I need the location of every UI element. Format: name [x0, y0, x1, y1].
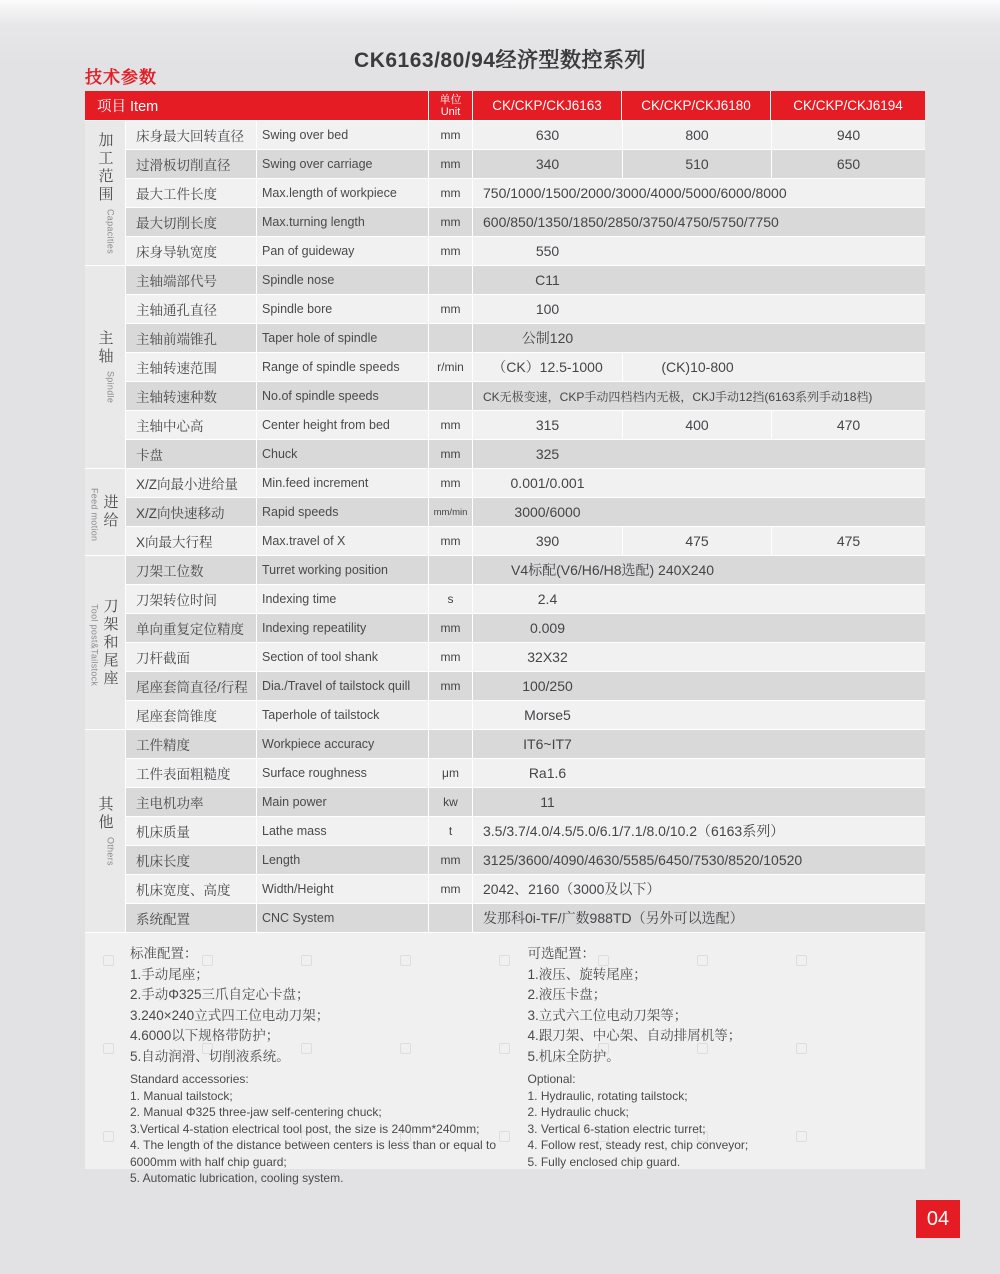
- row-label-en: Center height from bed: [257, 411, 429, 439]
- row-values: [473, 904, 925, 932]
- value-text: Ra1.6: [528, 765, 567, 781]
- value-6194: 940: [771, 121, 925, 149]
- config-line: 2. Hydraulic chuck;: [527, 1105, 629, 1119]
- value-span: [473, 614, 925, 642]
- value-6163: 390: [535, 533, 560, 549]
- spec-group: [85, 556, 925, 730]
- spec-table: [85, 91, 925, 933]
- spec-row: [126, 527, 925, 556]
- config-line: 3.立式六工位电动刀架等；: [527, 1007, 688, 1023]
- config-box: [85, 933, 925, 1185]
- group-label-zh: 加工范围: [96, 131, 114, 204]
- value-span: [473, 672, 925, 700]
- config-line: 3.240×240立式四工位电动刀架；: [130, 1007, 330, 1023]
- row-label-zh: 尾座套筒锥度: [126, 701, 257, 729]
- row-label-en: Main power: [257, 788, 429, 816]
- group-label-zh: 进给: [101, 494, 119, 530]
- value-text: 3000/6000: [514, 504, 581, 520]
- config-line: 5.机床全防护。: [527, 1048, 620, 1064]
- value-6163: 315: [535, 417, 560, 433]
- row-label-en: Max.turning length: [257, 208, 429, 236]
- row-label-en: Range of spindle speeds: [257, 353, 429, 381]
- row-unit: [429, 266, 473, 294]
- row-label-zh: X/Z向快速移动: [126, 498, 257, 526]
- value-span: [473, 440, 925, 468]
- value-text: C11: [535, 272, 560, 288]
- spec-row: [126, 614, 925, 643]
- standard-config-column: [130, 944, 528, 1185]
- row-unit: [429, 556, 473, 584]
- row-unit: mm: [429, 411, 473, 439]
- row-values: [473, 846, 925, 874]
- optional-en-list: [528, 1071, 916, 1170]
- spec-row: [126, 295, 925, 324]
- config-line: 5.自动润滑、切削液系统。: [130, 1048, 290, 1064]
- value-span: [473, 237, 925, 265]
- group-label: [95, 266, 116, 468]
- row-values: [473, 527, 925, 555]
- config-line: 5. Fully enclosed chip guard.: [527, 1154, 681, 1169]
- row-label-zh: 主轴中心高: [126, 411, 257, 439]
- group-label-cell: [85, 266, 126, 469]
- row-values: [473, 817, 925, 845]
- row-unit: mm: [429, 295, 473, 323]
- row-label-zh: 工件表面粗糙度: [126, 759, 257, 787]
- spec-row: [126, 585, 925, 614]
- value-6194: 475: [771, 527, 925, 555]
- spec-row: [126, 266, 925, 295]
- value-text: 11: [540, 794, 555, 810]
- config-line: 3.Vertical 4-station electrical tool post, the size is 240mm*240mm;: [130, 1121, 480, 1136]
- spec-group: [85, 266, 925, 469]
- spec-row: [126, 788, 925, 817]
- row-values: [473, 759, 925, 787]
- row-values: [473, 556, 925, 584]
- row-values: [473, 875, 925, 903]
- row-unit: [429, 324, 473, 352]
- row-label-zh: 刀架工位数: [126, 556, 257, 584]
- value-text: 325: [535, 446, 560, 462]
- row-values: [473, 411, 925, 439]
- value-span: [473, 498, 925, 526]
- row-unit: mm: [429, 121, 473, 149]
- value-span: V4标配(V6/H6/H8选配) 240X240: [511, 562, 715, 578]
- row-unit: [429, 701, 473, 729]
- row-unit: mm: [429, 875, 473, 903]
- row-unit: [429, 382, 473, 410]
- row-label-en: No.of spindle speeds: [257, 382, 429, 410]
- spec-row: [126, 237, 925, 266]
- row-values: [473, 237, 925, 265]
- spec-row: [126, 643, 925, 672]
- spec-row: [126, 730, 925, 759]
- header-unit-en: Unit: [440, 105, 461, 118]
- row-unit: kw: [429, 788, 473, 816]
- value-text: (CK)10-800: [661, 359, 734, 375]
- value-text: 公制120: [521, 330, 574, 346]
- watermark-square: [103, 1131, 114, 1142]
- row-values: [473, 150, 925, 178]
- row-values: [473, 701, 925, 729]
- group-rows: [126, 266, 925, 469]
- row-unit: mm: [429, 614, 473, 642]
- spec-row: [126, 150, 925, 179]
- value-text: 550: [535, 243, 560, 259]
- row-values: [473, 353, 925, 381]
- row-label-zh: 主轴通孔直径: [126, 295, 257, 323]
- row-values: [473, 585, 925, 613]
- value-6163: （CK）12.5-1000: [492, 359, 603, 375]
- row-label-zh: 刀架转位时间: [126, 585, 257, 613]
- row-label-zh: 尾座套筒直径/行程: [126, 672, 257, 700]
- group-label-en: Capacities: [105, 208, 116, 255]
- group-rows: [126, 730, 925, 933]
- config-line: 标准配置：: [130, 946, 198, 961]
- row-unit: r/min: [429, 353, 473, 381]
- value-text: 0.001/0.001: [510, 475, 585, 491]
- group-label-cell: [85, 121, 126, 266]
- row-values: [473, 643, 925, 671]
- row-label-zh: X向最大行程: [126, 527, 257, 555]
- value-6163: 340: [535, 156, 560, 172]
- spec-row: [126, 121, 925, 150]
- spec-row: [126, 324, 925, 353]
- value-span: 3.5/3.7/4.0/4.5/5.0/6.1/7.1/8.0/10.2（6163系列）: [483, 823, 785, 839]
- value-span: [473, 324, 925, 352]
- spec-row: [126, 469, 925, 498]
- value-text: 0.009: [529, 620, 566, 636]
- value-span: 发那科0i-TF/广数988TD（另外可以选配）: [483, 910, 744, 926]
- group-label: [90, 469, 121, 555]
- row-unit: mm: [429, 440, 473, 468]
- optional-config-column: [528, 944, 926, 1169]
- page-number: 04: [916, 1200, 960, 1238]
- value-6180: 510: [622, 150, 771, 178]
- config-line: 1. Hydraulic, rotating tailstock;: [527, 1088, 688, 1103]
- value-span: [473, 585, 925, 613]
- group-label-zh: 其他: [96, 796, 114, 833]
- spec-group: [85, 121, 925, 266]
- table-header-row: [85, 91, 925, 121]
- value-span: [473, 643, 925, 671]
- value-6163: 630: [535, 127, 560, 143]
- row-values: [473, 672, 925, 700]
- row-unit: mm: [429, 237, 473, 265]
- spec-row: [126, 672, 925, 701]
- config-line: 可选配置：: [527, 946, 595, 961]
- config-line: Optional:: [527, 1072, 576, 1086]
- row-label-zh: 主电机功率: [126, 788, 257, 816]
- row-label-zh: 机床宽度、高度: [126, 875, 257, 903]
- row-label-en: Min.feed increment: [257, 469, 429, 497]
- row-label-zh: X/Z向最小进给量: [126, 469, 257, 497]
- group-label-cell: [85, 556, 126, 730]
- optional-config-zh-list: [528, 944, 926, 1067]
- row-unit: t: [429, 817, 473, 845]
- watermark-square: [103, 1043, 114, 1054]
- row-unit: mm: [429, 208, 473, 236]
- spec-row: [126, 846, 925, 875]
- row-values: [473, 498, 925, 526]
- value-text: 100/250: [522, 678, 573, 694]
- row-unit: [429, 904, 473, 932]
- row-label-en: Width/Height: [257, 875, 429, 903]
- group-rows: [126, 469, 925, 556]
- value-span: [473, 701, 925, 729]
- row-label-en: Max.travel of X: [257, 527, 429, 555]
- row-unit: mm: [429, 527, 473, 555]
- group-rows: [126, 556, 925, 730]
- header-unit: [429, 91, 473, 120]
- value-span: [473, 730, 925, 758]
- group-label-cell: [85, 469, 126, 556]
- spec-row: [126, 440, 925, 469]
- header-item: 项目 Item: [85, 91, 429, 120]
- page-title: CK6163/80/94经济型数控系列: [354, 49, 646, 72]
- spec-row: [126, 556, 925, 585]
- group-label-cell: [85, 730, 126, 933]
- row-unit: mm: [429, 469, 473, 497]
- row-label-en: Rapid speeds: [257, 498, 429, 526]
- row-label-zh: 主轴转速范围: [126, 353, 257, 381]
- spec-row: [126, 498, 925, 527]
- row-unit: μm: [429, 759, 473, 787]
- value-6180: 800: [622, 121, 771, 149]
- row-label-zh: 刀杆截面: [126, 643, 257, 671]
- group-label: [95, 730, 116, 932]
- config-line: Standard accessories:: [130, 1072, 249, 1086]
- row-values: [473, 730, 925, 758]
- standard-config-zh-list: [130, 944, 528, 1067]
- row-values: [473, 121, 925, 149]
- row-label-zh: 机床长度: [126, 846, 257, 874]
- row-values: [473, 440, 925, 468]
- value-span: 600/850/1350/1850/2850/3750/4750/5750/7750: [483, 214, 779, 230]
- config-line: 2. Manual Φ325 three-jaw self-centering chuck;: [130, 1105, 382, 1119]
- row-values: [473, 788, 925, 816]
- group-rows: [126, 121, 925, 266]
- row-label-en: Indexing repeatility: [257, 614, 429, 642]
- spec-row: [126, 353, 925, 382]
- group-label: [90, 556, 121, 729]
- row-values: [473, 208, 925, 236]
- row-label-en: Taperhole of tailstock: [257, 701, 429, 729]
- row-values: [473, 469, 925, 497]
- config-line: 3. Vertical 6-station electric turret;: [527, 1121, 706, 1136]
- row-label-en: Surface roughness: [257, 759, 429, 787]
- section-label: 技术参数: [85, 68, 157, 87]
- spec-row: [126, 817, 925, 846]
- row-label-en: Swing over carriage: [257, 150, 429, 178]
- group-label-en: Tool post&Tailstock: [89, 603, 100, 687]
- row-label-zh: 卡盘: [126, 440, 257, 468]
- row-label-zh: 床身导轨宽度: [126, 237, 257, 265]
- row-label-zh: 工件精度: [126, 730, 257, 758]
- row-label-zh: 单向重复定位精度: [126, 614, 257, 642]
- row-label-en: Section of tool shank: [257, 643, 429, 671]
- row-unit: mm: [429, 179, 473, 207]
- watermark-square: [103, 955, 114, 966]
- row-label-en: CNC System: [257, 904, 429, 932]
- value-6180: 475: [622, 527, 771, 555]
- value-span: 2042、2160（3000及以下）: [483, 881, 661, 897]
- value-text: 100: [535, 301, 560, 317]
- value-text: Morse5: [524, 707, 571, 723]
- row-label-en: Length: [257, 846, 429, 874]
- row-label-zh: 最大切削长度: [126, 208, 257, 236]
- row-unit: mm/min: [429, 498, 473, 526]
- header-model-6180: CK/CKP/CKJ6180: [622, 91, 771, 120]
- spec-row: [126, 701, 925, 730]
- row-unit: mm: [429, 150, 473, 178]
- group-label-en: Feed motion: [89, 487, 100, 542]
- row-label-zh: 最大工件长度: [126, 179, 257, 207]
- spec-group: [85, 730, 925, 933]
- config-line: 1.液压、旋转尾座；: [527, 966, 647, 982]
- config-line: 5. Automatic lubrication, cooling system.: [130, 1171, 344, 1185]
- config-line: 1.手动尾座；: [130, 966, 209, 982]
- value-6194: 470: [771, 411, 925, 439]
- table-body: [85, 121, 925, 933]
- row-label-en: Spindle bore: [257, 295, 429, 323]
- row-label-en: Swing over bed: [257, 121, 429, 149]
- config-line: 2.手动Φ325三爪自定心卡盘；: [130, 987, 310, 1002]
- row-unit: [429, 730, 473, 758]
- spec-row: [126, 179, 925, 208]
- spec-row: [126, 208, 925, 237]
- value-span: [473, 759, 925, 787]
- config-line: 4. The length of the distance between centers is less than or equal to 6000mm with half chip guard;: [130, 1138, 497, 1169]
- row-label-zh: 主轴前端锥孔: [126, 324, 257, 352]
- row-label-en: Taper hole of spindle: [257, 324, 429, 352]
- row-label-zh: 过滑板切削直径: [126, 150, 257, 178]
- spec-row: [126, 875, 925, 904]
- value-span: [473, 266, 925, 294]
- config-line: 1. Manual tailstock;: [130, 1088, 233, 1103]
- row-label-en: Turret working position: [257, 556, 429, 584]
- value-span: [473, 469, 925, 497]
- group-label-zh: 刀架和尾座: [101, 597, 119, 688]
- row-values: [473, 324, 925, 352]
- row-label-zh: 主轴端部代号: [126, 266, 257, 294]
- row-label-zh: 系统配置: [126, 904, 257, 932]
- header-model-6163: CK/CKP/CKJ6163: [473, 91, 622, 120]
- group-label-en: Others: [105, 837, 116, 866]
- row-label-en: Lathe mass: [257, 817, 429, 845]
- value-span-6180-6194: [622, 353, 925, 381]
- spec-group: [85, 469, 925, 556]
- row-unit: mm: [429, 672, 473, 700]
- header-model-6194: CK/CKP/CKJ6194: [771, 91, 925, 120]
- row-values: [473, 382, 925, 410]
- row-values: [473, 295, 925, 323]
- row-label-en: Workpiece accuracy: [257, 730, 429, 758]
- value-span: [473, 295, 925, 323]
- row-label-zh: 机床质量: [126, 817, 257, 845]
- row-label-en: Chuck: [257, 440, 429, 468]
- row-values: [473, 614, 925, 642]
- config-line: 4.跟刀架、中心架、自动排屑机等；: [527, 1028, 742, 1043]
- row-values: [473, 266, 925, 294]
- value-text: 2.4: [537, 591, 558, 607]
- spec-row: [126, 382, 925, 411]
- row-label-en: Dia./Travel of tailstock quill: [257, 672, 429, 700]
- spec-row: [126, 759, 925, 788]
- row-label-zh: 床身最大回转直径: [126, 121, 257, 149]
- row-unit: s: [429, 585, 473, 613]
- row-unit: mm: [429, 846, 473, 874]
- row-values: [473, 179, 925, 207]
- config-line: 4.6000以下规格带防护；: [130, 1028, 280, 1043]
- row-label-en: Pan of guideway: [257, 237, 429, 265]
- config-line: 4. Follow rest, steady rest, chip conveyor;: [527, 1138, 749, 1152]
- row-unit: mm: [429, 643, 473, 671]
- value-span: 750/1000/1500/2000/3000/4000/5000/6000/8000: [483, 185, 787, 201]
- row-label-en: Spindle nose: [257, 266, 429, 294]
- value-span: CK无极变速，CKP手动四档档内无极，CKJ手动12挡(6163系列手动18档): [483, 389, 873, 404]
- row-label-en: Indexing time: [257, 585, 429, 613]
- value-span: [473, 788, 925, 816]
- value-span: 3125/3600/4090/4630/5585/6450/7530/8520/10520: [483, 852, 803, 868]
- value-text: 32X32: [527, 649, 568, 665]
- header-unit-zh: 单位: [439, 93, 462, 106]
- spec-row: [126, 904, 925, 933]
- group-label-zh: 主轴: [96, 330, 114, 367]
- row-label-en: Max.length of workpiece: [257, 179, 429, 207]
- row-label-zh: 主轴转速种数: [126, 382, 257, 410]
- config-line: 2.液压卡盘；: [527, 987, 607, 1002]
- value-6180: 400: [622, 411, 771, 439]
- value-text: IT6~IT7: [523, 736, 572, 752]
- spec-row: [126, 411, 925, 440]
- standard-accessories-en-list: [130, 1071, 518, 1187]
- group-label-en: Spindle: [105, 371, 116, 404]
- group-label: [95, 121, 116, 265]
- value-6194: 650: [771, 150, 925, 178]
